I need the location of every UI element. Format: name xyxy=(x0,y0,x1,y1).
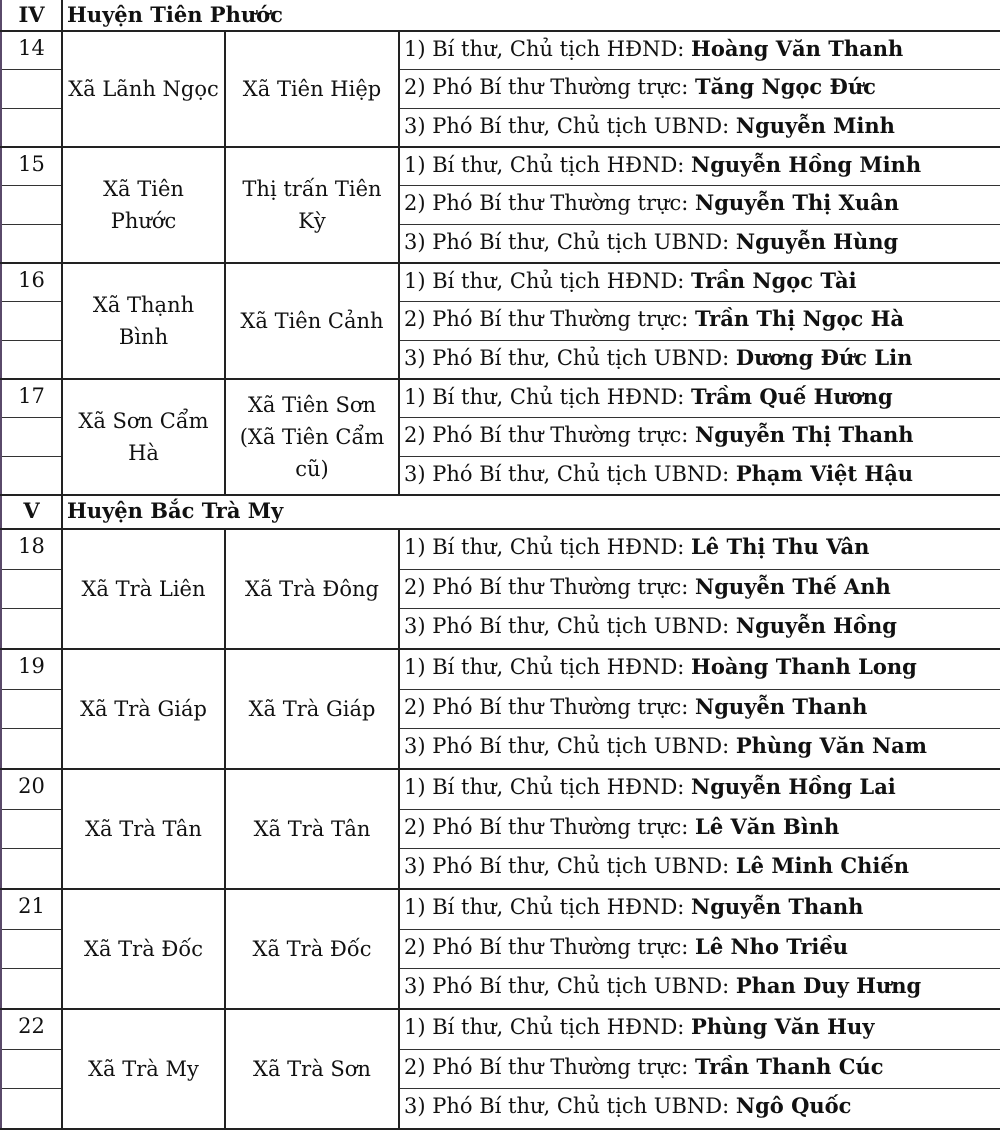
old-commune-cell xyxy=(63,530,226,648)
personnel-name: Phan Duy Hưng xyxy=(735,973,922,999)
row-number-cell xyxy=(0,770,63,888)
new-commune-cell xyxy=(226,770,400,888)
empty-cell xyxy=(2,690,61,730)
personnel-line xyxy=(400,729,1000,768)
personnel-cell xyxy=(400,1010,1000,1128)
personnel-role: 2) Phó Bí thư Thường trực: xyxy=(404,423,696,448)
personnel-name: Nguyễn Hồng Lai xyxy=(691,774,896,799)
personnel-role: 1) Bí thư, Chủ tịch HĐND: xyxy=(404,655,692,679)
personnel-role: 2) Phó Bí thư Thường trực: xyxy=(404,1054,696,1079)
row-number-cell xyxy=(0,890,63,1008)
personnel-name: Phùng Văn Nam xyxy=(735,733,927,759)
empty-cell xyxy=(2,810,61,850)
personnel-role: 1) Bí thư, Chủ tịch HĐND: xyxy=(404,775,692,799)
old-commune-name: Xã Sơn Cẩm Hà xyxy=(78,409,209,465)
personnel-role: 3) Phó Bí thư, Chủ tịch UBND: xyxy=(404,1094,736,1119)
row-number-cell xyxy=(0,148,63,262)
personnel-name: Nguyễn Thanh xyxy=(695,693,868,719)
personnel-line xyxy=(400,70,1000,108)
personnel-name: Phạm Việt Hậu xyxy=(735,460,914,486)
personnel-role: 2) Phó Bí thư Thường trực: xyxy=(404,934,696,959)
old-commune-cell xyxy=(63,890,226,1008)
new-commune-cell xyxy=(226,148,400,262)
empty-cell xyxy=(2,109,61,146)
new-commune-cell xyxy=(226,380,400,494)
personnel-line xyxy=(400,109,1000,146)
personnel-role: 2) Phó Bí thư Thường trực: xyxy=(404,574,696,599)
new-commune-cell xyxy=(226,530,400,648)
personnel-line xyxy=(400,530,1000,570)
personnel-line xyxy=(400,690,1000,730)
empty-cell xyxy=(2,729,61,768)
personnel-name: Trầm Quế Hương xyxy=(691,384,893,409)
old-commune-cell xyxy=(63,264,226,378)
personnel-role: 2) Phó Bí thư Thường trực: xyxy=(404,814,696,839)
empty-cell xyxy=(2,186,61,224)
personnel-line xyxy=(400,225,1000,262)
new-commune-name: Thị trấn Tiên Kỳ xyxy=(242,177,382,233)
personnel-line xyxy=(400,341,1000,378)
new-commune-name: Xã Trà Đốc xyxy=(252,937,372,961)
row-number: 19 xyxy=(2,650,61,690)
new-commune-name: Xã Trà Tân xyxy=(253,817,371,841)
personnel-line xyxy=(400,148,1000,186)
old-commune-name: Xã Trà Liên xyxy=(81,577,206,601)
row-number-cell xyxy=(0,530,63,648)
table-row xyxy=(0,770,1000,890)
row-number-cell xyxy=(0,32,63,146)
personnel-line xyxy=(400,418,1000,456)
personnel-name: Nguyễn Thế Anh xyxy=(695,573,891,599)
empty-cell xyxy=(2,457,61,494)
personnel-name: Lê Minh Chiến xyxy=(735,853,909,879)
empty-cell xyxy=(2,1089,61,1128)
old-commune-cell xyxy=(63,1010,226,1128)
table-row xyxy=(0,890,1000,1010)
new-commune-name: Xã Tiên Hiệp xyxy=(242,77,382,101)
old-commune-name: Xã Trà Giáp xyxy=(80,697,207,721)
personnel-cell xyxy=(400,530,1000,648)
personnel-cell xyxy=(400,380,1000,494)
personnel-line xyxy=(400,186,1000,224)
empty-cell xyxy=(2,225,61,262)
personnel-role: 2) Phó Bí thư Thường trực: xyxy=(404,75,696,100)
empty-cell xyxy=(2,969,61,1008)
personnel-line xyxy=(400,810,1000,850)
table-row xyxy=(0,650,1000,770)
personnel-role: 1) Bí thư, Chủ tịch HĐND: xyxy=(404,535,692,559)
personnel-line xyxy=(400,890,1000,930)
personnel-name: Nguyễn Hồng Minh xyxy=(691,152,922,177)
old-commune-name: Xã Trà My xyxy=(88,1057,199,1081)
personnel-line xyxy=(400,1089,1000,1128)
row-number: 14 xyxy=(2,32,61,70)
personnel-line xyxy=(400,457,1000,494)
personnel-role: 1) Bí thư, Chủ tịch HĐND: xyxy=(404,269,692,293)
row-number: 21 xyxy=(2,890,61,930)
new-commune-name: Xã Tiên Cảnh xyxy=(240,309,384,333)
old-commune-name: Xã Trà Tân xyxy=(85,817,202,841)
personnel-line xyxy=(400,380,1000,418)
new-commune-cell xyxy=(226,1010,400,1128)
old-commune-cell xyxy=(63,380,226,494)
row-number: 15 xyxy=(2,148,61,186)
personnel-name: Trần Thanh Cúc xyxy=(695,1053,884,1079)
section-number: V xyxy=(0,496,63,528)
row-number: 18 xyxy=(2,530,61,570)
old-commune-cell xyxy=(63,148,226,262)
personnel-line xyxy=(400,32,1000,70)
personnel-role: 1) Bí thư, Chủ tịch HĐND: xyxy=(404,385,692,409)
personnel-name: Nguyễn Minh xyxy=(735,112,895,138)
personnel-role: 3) Phó Bí thư, Chủ tịch UBND: xyxy=(404,734,736,759)
personnel-role: 2) Phó Bí thư Thường trực: xyxy=(404,694,696,719)
personnel-line xyxy=(400,302,1000,340)
personnel-line xyxy=(400,264,1000,302)
personnel-role: 3) Phó Bí thư, Chủ tịch UBND: xyxy=(404,854,736,879)
personnel-name: Lê Nho Triều xyxy=(695,933,849,959)
section-header xyxy=(0,0,1000,32)
personnel-name: Lê Thị Thu Vân xyxy=(691,534,870,559)
empty-cell xyxy=(2,70,61,108)
old-commune-cell xyxy=(63,770,226,888)
row-number: 16 xyxy=(2,264,61,302)
personnel-line xyxy=(400,1010,1000,1050)
personnel-role: 3) Phó Bí thư, Chủ tịch UBND: xyxy=(404,345,736,370)
row-number-cell xyxy=(0,650,63,768)
table-row xyxy=(0,264,1000,380)
personnel-line xyxy=(400,570,1000,610)
personnel-name: Tăng Ngọc Đức xyxy=(695,74,876,100)
new-commune-cell xyxy=(226,32,400,146)
personnel-cell xyxy=(400,32,1000,146)
personnel-role: 3) Phó Bí thư, Chủ tịch UBND: xyxy=(404,614,736,639)
personnel-name: Nguyễn Hùng xyxy=(735,228,899,254)
personnel-name: Lê Văn Bình xyxy=(695,813,840,839)
new-commune-cell xyxy=(226,890,400,1008)
personnel-role: 1) Bí thư, Chủ tịch HĐND: xyxy=(404,895,692,919)
personnel-name: Hoàng Văn Thanh xyxy=(691,36,904,61)
empty-cell xyxy=(2,302,61,340)
old-commune-name: Xã Thạnh Bình xyxy=(92,293,195,349)
empty-cell xyxy=(2,1050,61,1090)
personnel-line xyxy=(400,849,1000,888)
table-row xyxy=(0,1010,1000,1130)
personnel-role: 1) Bí thư, Chủ tịch HĐND: xyxy=(404,1015,692,1039)
personnel-name: Nguyễn Thị Xuân xyxy=(695,190,899,216)
personnel-line xyxy=(400,1050,1000,1090)
personnel-role: 1) Bí thư, Chủ tịch HĐND: xyxy=(404,37,692,61)
empty-cell xyxy=(2,930,61,970)
personnel-name: Nguyễn Thanh xyxy=(691,894,864,919)
personnel-cell xyxy=(400,770,1000,888)
section-title: Huyện Tiên Phước xyxy=(67,2,283,27)
personnel-role: 2) Phó Bí thư Thường trực: xyxy=(404,191,696,216)
personnel-role: 3) Phó Bí thư, Chủ tịch UBND: xyxy=(404,229,736,254)
personnel-name: Dương Đức Lin xyxy=(735,344,913,370)
table-row xyxy=(0,380,1000,496)
personnel-name: Trần Ngọc Tài xyxy=(691,268,857,293)
empty-cell xyxy=(2,570,61,610)
new-commune-name: Xã Trà Đông xyxy=(245,577,379,601)
old-commune-name: Xã Lãnh Ngọc xyxy=(68,77,219,101)
old-commune-name: Xã Tiên Phước xyxy=(103,177,184,233)
empty-cell xyxy=(2,341,61,378)
personnel-name: Nguyễn Thị Thanh xyxy=(695,422,914,448)
personnel-role: 3) Phó Bí thư, Chủ tịch UBND: xyxy=(404,974,736,999)
personnel-role: 3) Phó Bí thư, Chủ tịch UBND: xyxy=(404,113,736,138)
new-commune-name: Xã Tiên Sơn (Xã Tiên Cẩm cũ) xyxy=(239,393,385,481)
personnel-line xyxy=(400,969,1000,1008)
row-number: 17 xyxy=(2,380,61,418)
old-commune-name: Xã Trà Đốc xyxy=(84,937,203,961)
table-row xyxy=(0,530,1000,650)
section-number: IV xyxy=(0,0,63,30)
new-commune-name: Xã Trà Giáp xyxy=(248,697,376,721)
row-number-cell xyxy=(0,380,63,494)
old-commune-cell xyxy=(63,32,226,146)
personnel-role: 3) Phó Bí thư, Chủ tịch UBND: xyxy=(404,461,736,486)
personnel-cell xyxy=(400,148,1000,262)
empty-cell xyxy=(2,418,61,456)
personnel-role: 1) Bí thư, Chủ tịch HĐND: xyxy=(404,153,692,177)
personnel-name: Hoàng Thanh Long xyxy=(691,654,917,679)
row-number: 22 xyxy=(2,1010,61,1050)
personnel-name: Phùng Văn Huy xyxy=(691,1014,875,1039)
personnel-cell xyxy=(400,264,1000,378)
personnel-name: Ngô Quốc xyxy=(735,1093,852,1119)
personnel-line xyxy=(400,770,1000,810)
personnel-cell xyxy=(400,890,1000,1008)
personnel-line xyxy=(400,609,1000,648)
empty-cell xyxy=(2,849,61,888)
personnel-name: Trần Thị Ngọc Hà xyxy=(695,306,905,332)
section-title: Huyện Bắc Trà My xyxy=(67,498,284,523)
new-commune-cell xyxy=(226,650,400,768)
personnel-cell xyxy=(400,650,1000,768)
personnel-role: 2) Phó Bí thư Thường trực: xyxy=(404,307,696,332)
table-row xyxy=(0,148,1000,264)
personnel-line xyxy=(400,930,1000,970)
table-row xyxy=(0,32,1000,148)
empty-cell xyxy=(2,609,61,648)
new-commune-cell xyxy=(226,264,400,378)
row-number-cell xyxy=(0,1010,63,1128)
personnel-line xyxy=(400,650,1000,690)
old-commune-cell xyxy=(63,650,226,768)
row-number: 20 xyxy=(2,770,61,810)
personnel-name: Nguyễn Hồng xyxy=(735,613,897,639)
new-commune-name: Xã Trà Sơn xyxy=(253,1057,371,1081)
row-number-cell xyxy=(0,264,63,378)
section-header xyxy=(0,496,1000,530)
